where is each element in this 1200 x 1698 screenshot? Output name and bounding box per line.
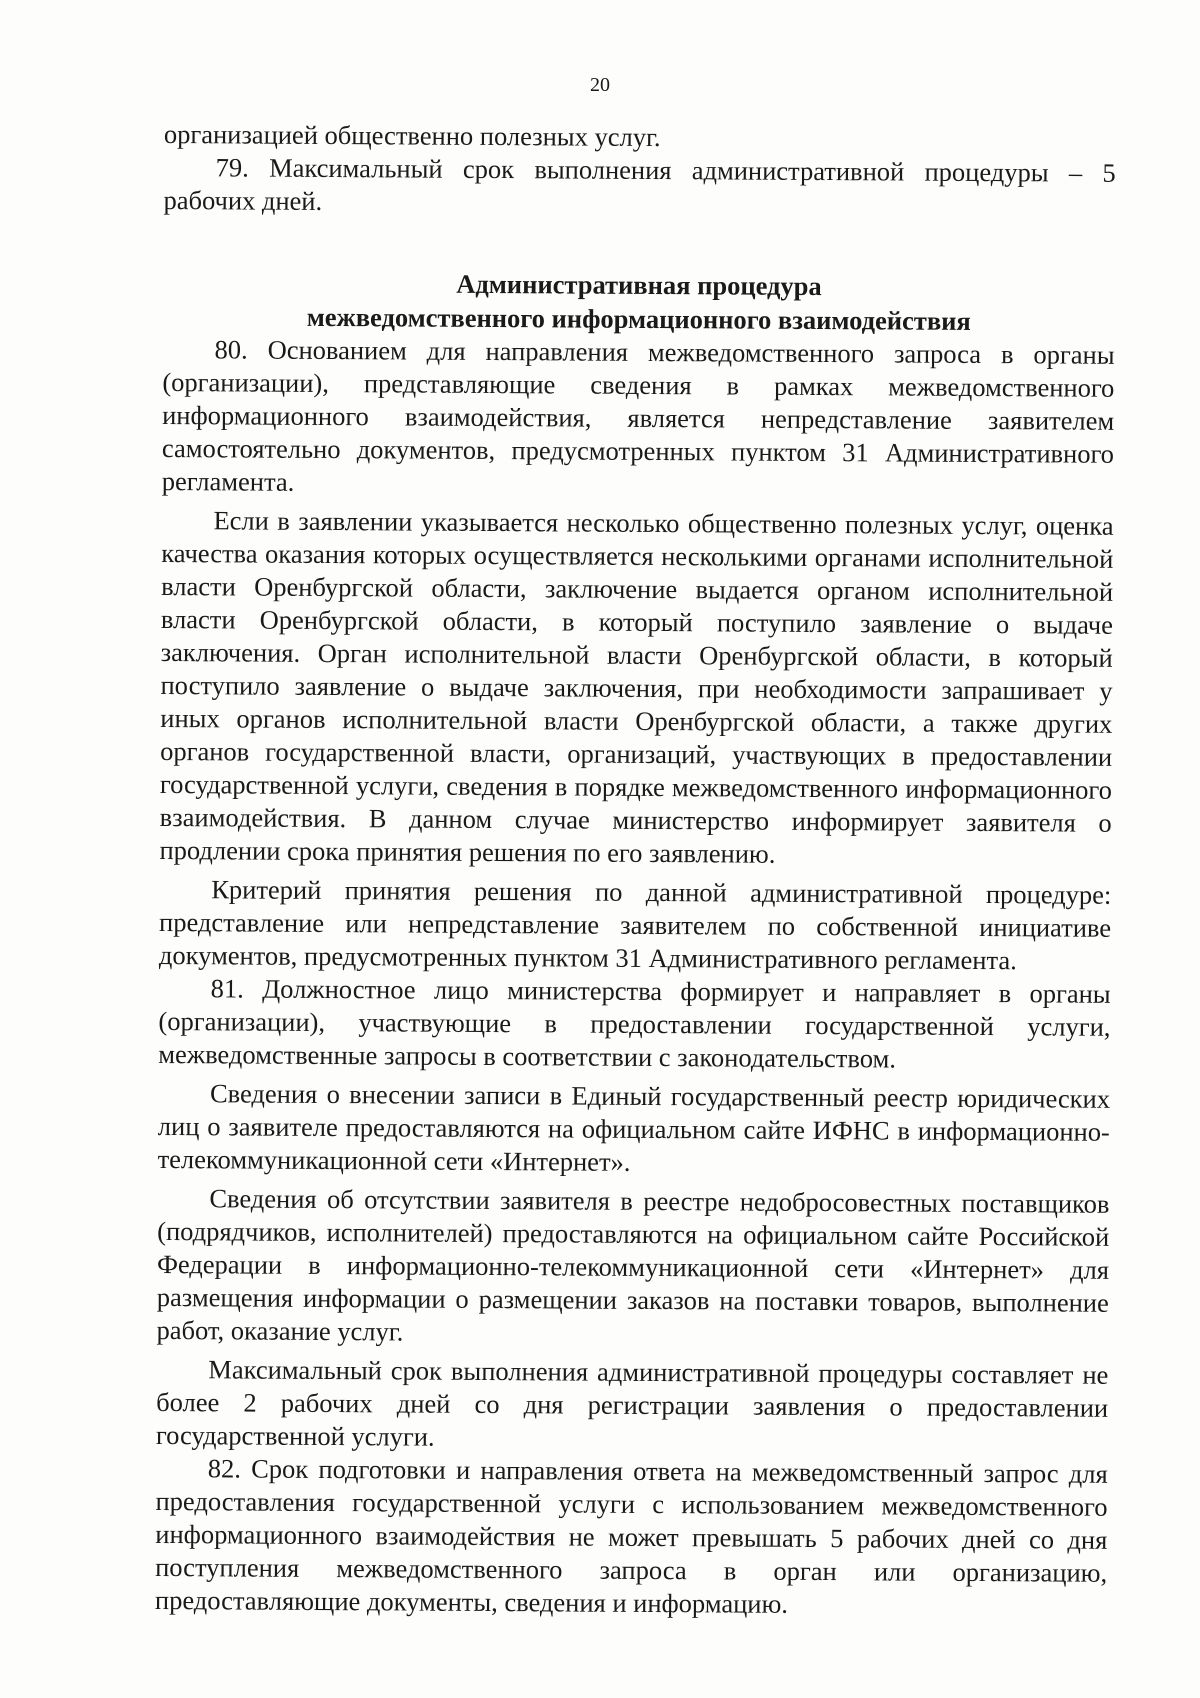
paragraph-continuation: организацией общественно полезных услуг. [163, 118, 661, 153]
section-heading-line-1: Административная процедура [456, 268, 822, 302]
paragraph-unscrupulous-suppliers: Сведения об отсутствии заявителя в реестре недобросовестных поставщиков (подрядчиков, исполнителей) предоставляются на официальном сайте Российской Федерации в информационно-телекоммуникационной сети «Интернет» для размещения информации о размещении заказов на поставки товаров, выполнение работ, оказание услуг. [156, 1183, 1110, 1347]
paragraph-81: 81. Должностное лицо министерства формирует и направляет в органы (организации), участвующие в предоставлении государственной услуги, межведомственные запросы в соответствии с законодательством. [158, 973, 1111, 1074]
paragraph-80: 80. Основанием для направления межведомственного запроса в органы (организации), представляющие сведения в рамках межведомственного информационного взаимодействия, является непредставление заявителем самостоятельно документов, предусмотренных пунктом 31 Административного регламента. [161, 334, 1115, 497]
section-heading [163, 265, 1115, 339]
paragraph-79: 79. Максимальный срок выполнения административной процедуры – 5 рабочих дней. [163, 152, 1116, 216]
paragraph-82: 82. Срок подготовки и направления ответа на межведомственный запрос для предоставления государственной услуги с использованием межведомственного информационного взаимодействия не может превышать 5 рабочих дней со дня поступления межведомственного запроса в орган или организацию, предоставляющие документы, сведения и информацию. [154, 1453, 1108, 1619]
document-body [155, 118, 1116, 1623]
paragraph-decision-criterion: Критерий принятия решения по данной административной процедуре: представление или непредставление заявителем по собственной инициативе документов, предусмотренных пунктом 31 Административного регламента. [158, 874, 1112, 976]
section-heading-line-2: межведомственного информационного взаимодействия [306, 301, 971, 336]
paragraph-max-term: Максимальный срок выполнения административной процедуры составляет не более 2 рабочих дней со дня регистрации заявления о предоставлении государственной услуги. [155, 1354, 1109, 1452]
paragraph-egrul-info: Сведения о внесении записи в Единый государственный реестр юридических лиц о заявителе предоставляются на официальном сайте ИФНС в информационно-телекоммуникационной сети «Интернет». [157, 1078, 1111, 1177]
paragraph-multiple-services: Если в заявлении указывается несколько общественно полезных услуг, оценка качества оказания которых осуществляется несколькими органами исполнительной власти Оренбургской области, заключение выдается органом исполнительной власти Оренбургской области, в который поступило заявление о выдаче заключения. Орган исполнительной власти Оренбургской области, в который поступило заявление о выдаче заключения, при необходимости запрашивает у иных органов исполнительной власти Оренбургской области, а также других органов государственной власти, организаций, участвующих в предоставлении государственной услуги, сведения в порядке межведомственного информационного взаимодействия. В данном случае министерство информирует заявителя о продлении срока принятия решения по его заявлению. [159, 505, 1114, 869]
page-number: 20 [590, 74, 610, 96]
